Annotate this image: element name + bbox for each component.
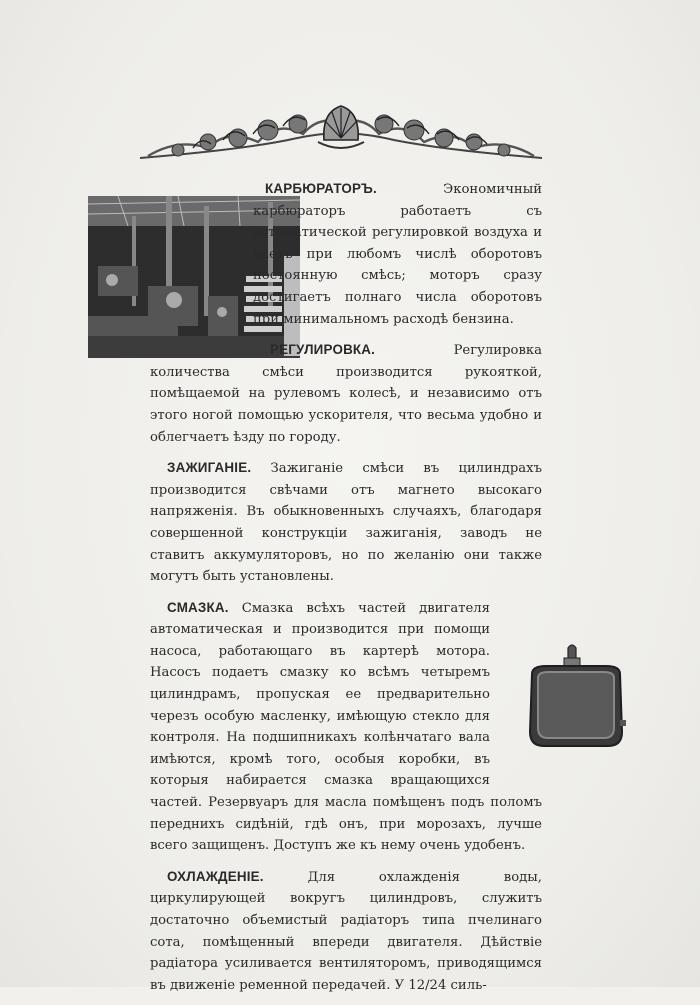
paragraph-ignition (150, 457, 542, 588)
article-body (150, 178, 542, 1005)
heading-carburetor: КАРБЮРАТОРЪ. (265, 181, 377, 196)
heading-cooling: ОХЛАЖДЕНІЕ. (167, 868, 264, 884)
text-lubrication: Смазка всѣхъ частей двигателя автоматическая и производится при помощи насоса, работающаго въ картерѣ мотора. Насосъ подаетъ смазку ко всѣмъ четыремъ цилиндрамъ, пропуская ее предварительно черезъ особую масленку, имѣющую стекло для контроля. На подшипникахъ колѣнчатаго вала имѣются, кромѣ того, особыя коробки, въ которыя набирается смазка вращающихся частей. Резервуаръ для масла помѣщенъ подъ поломъ переднихъ сидѣній, гдѣ онъ, при морозахъ, лучше всего защищенъ. Доступъ же къ нему очень удобенъ. (150, 600, 542, 854)
heading-regulation: РЕГУЛИРОВКА. (270, 342, 376, 358)
text-cooling: Для охлажденія воды, циркулирующей вокругъ цилиндровъ, служитъ достаточно объемистый радіаторъ типа пчелинаго сота, помѣщенный впереди двигателя. Дѣйствіе радіатора усиливается вентиляторомъ, приводящимся въ движеніе ременной передачей. У 12/24 силь- (150, 869, 542, 993)
paragraph-lubrication (150, 597, 542, 857)
ornamental-header-icon (138, 98, 544, 164)
text-carburetor: Экономичный карбюраторъ работаетъ съ автоматической регулировкой воздуха и даетъ при любомъ числѣ оборотовъ постоянную смѣсь; моторъ сразу достигаетъ полнаго числа оборотовъ при минимальномъ расходѣ бензина. (253, 182, 542, 327)
text-regulation: Регулировка количества смѣси производится рукояткой, помѣщаемой на рулевомъ колесѣ, и независимо отъ этого ногой помощью ускорителя, что весьма удобно и облегчаетъ ѣзду по городу. (150, 343, 542, 445)
heading-ignition: ЗАЖИГАНІЕ. (167, 460, 252, 476)
heading-lubrication: СМАЗКА. (167, 599, 229, 615)
photo-spacer (88, 178, 253, 350)
paragraph-regulation (150, 339, 542, 448)
paragraph-cooling (150, 866, 542, 997)
text-ignition: Зажиганіе смѣси въ цилиндрахъ производится свѣчами отъ магнето высокаго напряженія. Въ обыкновенныхъ случаяхъ, благодаря совершенной конструкціи зажиганія, заводъ не ставитъ аккумуляторовъ, но по желанію они также могутъ быть установлены. (150, 461, 542, 585)
radiator-spacer (490, 685, 542, 783)
